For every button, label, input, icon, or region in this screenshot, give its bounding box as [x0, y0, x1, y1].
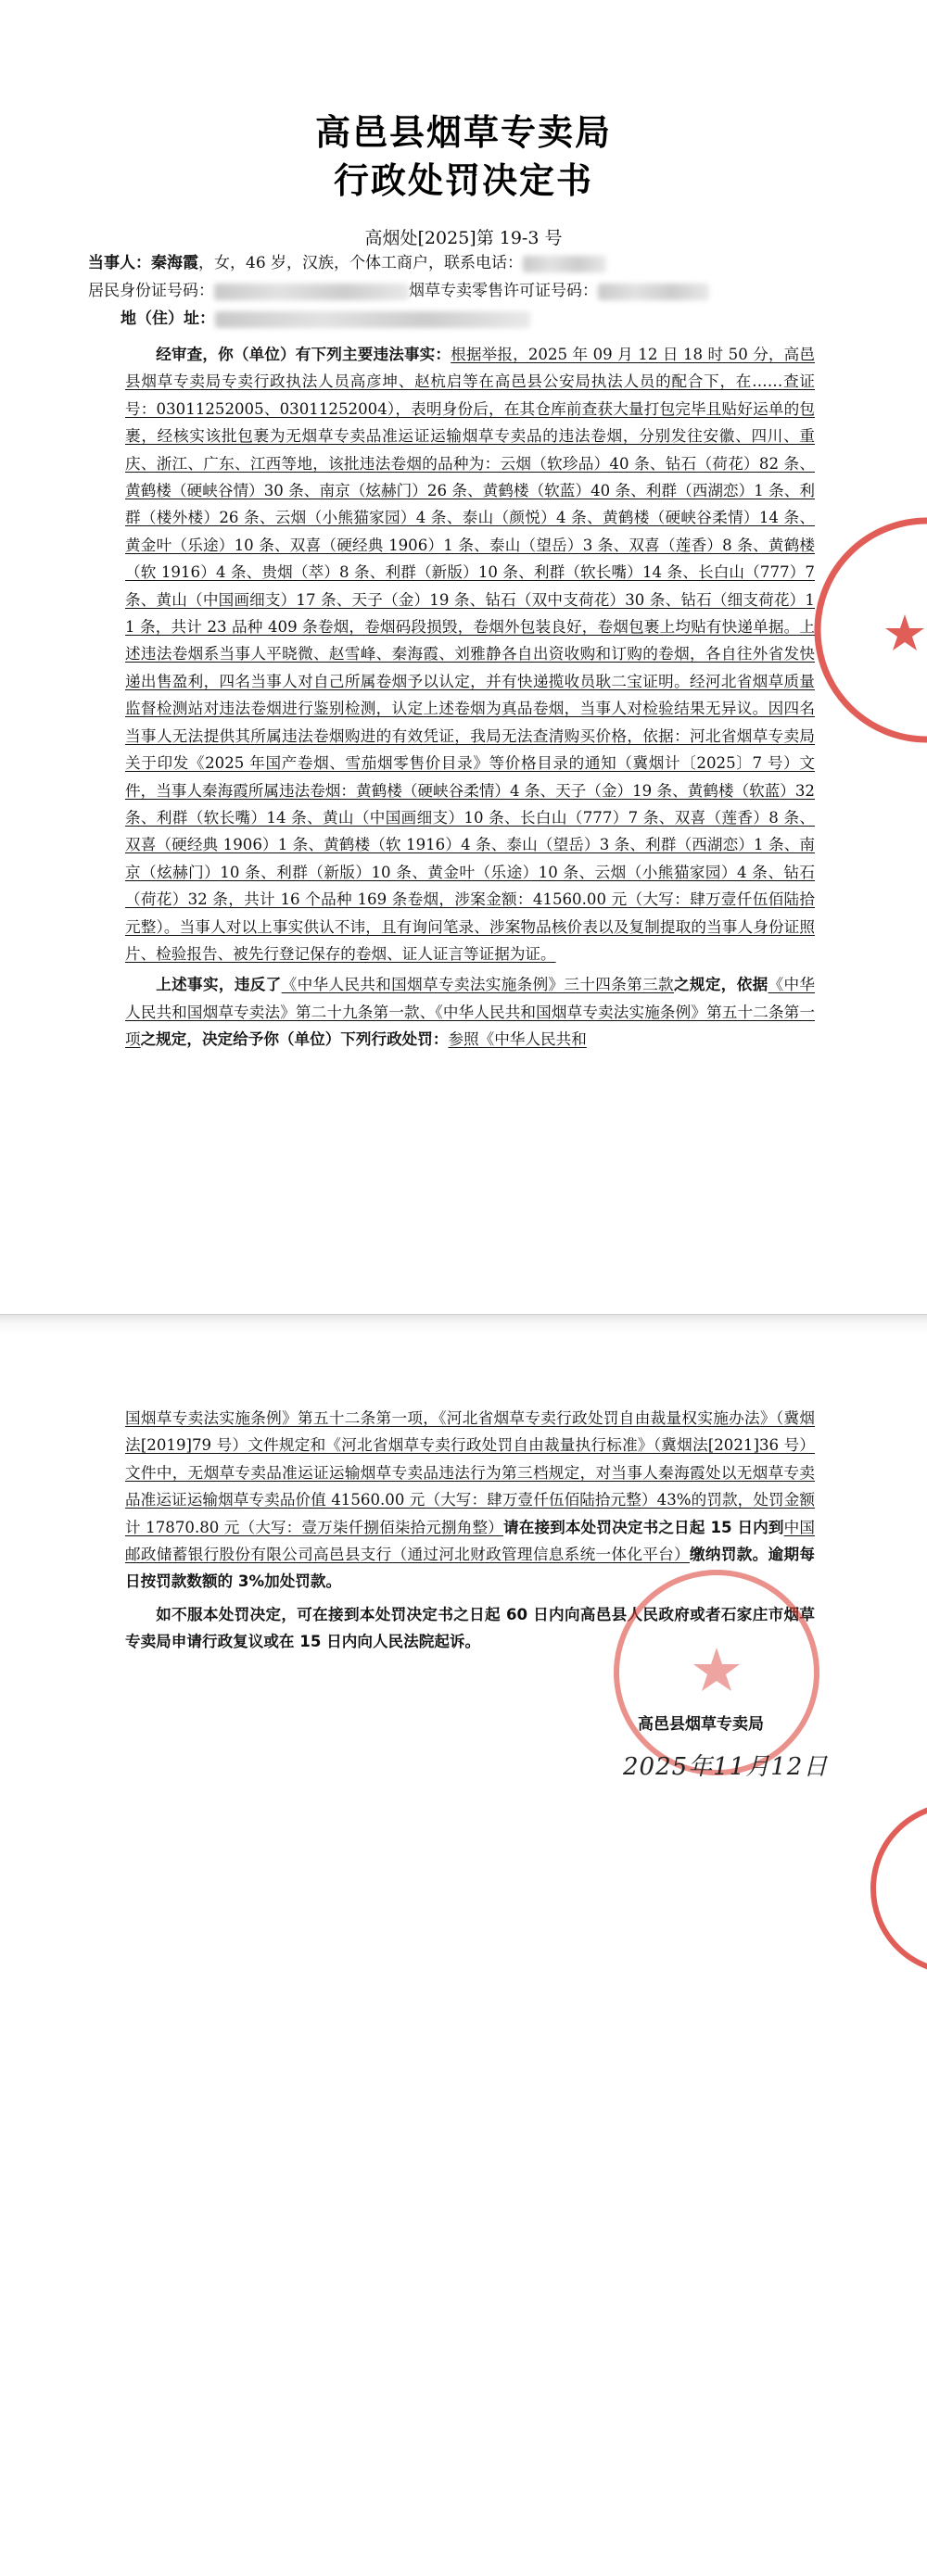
violation-paragraph — [125, 971, 815, 1053]
document-title-org: 高邑县烟草专卖局 — [314, 112, 612, 153]
document-title-type: 行政处罚决定书 — [333, 160, 593, 201]
party-id-line — [88, 278, 709, 304]
party-name-label: 当事人： — [88, 254, 151, 272]
penalty-text-part2: 国烟草专卖法实施条例》第五十二条第一项，《河北省烟草专卖行政处罚自由裁量权实施办法》（冀烟法[2019]79 号）文件规定和《河北省烟草专卖行政处罚自由裁量执行标准》（冀烟法[2021]36 号）文件中，无烟草专卖品准运证运输烟草专卖品违法行为第三档规定，对当事人秦海霞处以无烟草专卖品准运证运输烟草专卖品价值 41560.00 元（大写：肆万壹仟伍佰陆拾元整）43%的罚款，处罚金额计 17870.80 元（大写：壹万柒仟捌佰柒拾元捌角整） — [125, 1409, 815, 1536]
official-seal-partial-1 — [808, 514, 927, 746]
violated-law: 《中华人民共和国烟草专卖法实施条例》三十四条第三款 — [281, 976, 674, 994]
license-label: 烟草专卖零售许可证号码： — [409, 282, 598, 300]
party-address-line — [121, 306, 530, 332]
facts-section — [125, 341, 815, 1054]
appeal-text: 如不服本处罚决定，可在接到本处罚决定书之日起 60 日内向高邑县人民政府或者石家庄市烟草专卖局申请行政复议或在 15 日内向人民法院起诉。 — [125, 1605, 815, 1651]
document-number: 高烟处[2025]第 19-3 号 — [364, 228, 563, 248]
issuing-authority: 高邑县烟草专卖局 — [638, 1715, 764, 1734]
official-seal-partial-2 — [868, 1796, 927, 1981]
signature-date: 2025年11月12日 — [623, 1753, 829, 1781]
facts-text: 根据举报，2025 年 09 月 12 日 18 时 50 分，高邑县烟草专卖局专卖行政执法人员高彦坤、赵杭启等在高邑县公安局执法人员的配合下，在……查证号：03011252005、03011252004），表明身份后，在其仓库前查获大量打包完毕且贴好运单的包裹，经核实该批包裹为无烟草专卖品准运证运输烟草专卖品的违法卷烟，分别发往安徽、四川、重庆、浙江、广东、江西等地，该批违法卷烟的品种为：云烟（软珍品）40 条、钻石（荷花）82 条、黄鹤楼（硬峡谷情）30 条、南京（炫赫门）26 条、黄鹤楼（软蓝）40 条、利群（西湖恋）1 条、利群（楼外楼）26 条、云烟（小熊猫家园）4 条、泰山（颜悦）4 条、黄鹤楼（硬峡谷柔情）14 条、黄金叶（乐途）10 条、双喜（硬经典 1906）1 条、泰山（望岳）3 条、双喜（莲香）8 条、黄鹤楼（软 1916）4 条、贵烟（萃）8 条、利群（新版）10 条、利群（软长嘴）14 条、长白山（777）7 条、黄山（中国画细支）17 条、天子（金）19 条、钻石（双中支荷花）30 条、钻石（细支荷花）11 条，共计 23 品种 409 条卷烟，卷烟码段损毁，卷烟外包装良好，卷烟包裹上均贴有快递单据。上述违法卷烟系当事人平晓微、赵雪峰、秦海霞、刘雅静各自出资收购和订购的卷烟，各自往外省发快递出售盈利，四名当事人对自己所属卷烟予以认定，并有快递揽收员耿二宝证明。经河北省烟草质量监督检测站对违法卷烟进行鉴别检测，认定上述卷烟为真品卷烟，当事人对检验结果无异议。因四名当事人无法提供其所属违法卷烟购进的有效凭证，我局无法查清购买价格，依据：河北省烟草专卖局关于印发《2025 年国产卷烟、雪茄烟零售价目录》等价格目录的通知（冀烟计〔2025〕7 号）文件，当事人秦海霞所属违法卷烟：黄鹤楼（硬峡谷柔情）4 条、天子（金）19 条、黄鹤楼（软蓝）32 条、利群（软长嘴）14 条、黄山（中国画细支）10 条、长白山（777）7 条、双喜（莲香）8 条、双喜（硬经典 1906）1 条、黄鹤楼（软 1916）4 条、泰山（望岳）3 条、利群（西湖恋）1 条、南京（炫赫门）10 条、利群（新版）10 条、黄金叶（乐途）10 条、云烟（小熊猫家园）4 条、钻石（荷花）32 条，共计 16 个品种 169 条卷烟，涉案金额：41560.00 元（大写：肆万壹仟伍佰陆拾元整）。当事人对以上事实供认不讳，且有询问笔录、涉案物品核价表以及复制提取的当事人身份证照片、检验报告、被先行登记保存的卷烟、证人证言等证据为证。 — [125, 346, 815, 963]
redacted-phone — [523, 256, 606, 272]
facts-lead: 经审查，你（单位）有下列主要违法事实： — [156, 346, 451, 363]
redacted-id — [214, 284, 409, 300]
party-name-line — [88, 250, 606, 276]
payment-tail: 缴纳罚款。逾期每日按罚款数额的 3%加处罚款。 — [125, 1546, 816, 1591]
page-break — [0, 1314, 927, 1335]
violation-lead: 上述事实，违反了 — [156, 976, 282, 994]
violation-mid1: 之规定，依据 — [673, 976, 768, 994]
payment-lead: 请在接到本处罚决定书之日起 15 日内到 — [502, 1518, 784, 1536]
violation-mid2: 之规定，决定给予你（单位）下列行政处罚： — [140, 1030, 449, 1049]
party-details: ，女，46 岁，汉族，个体工商户，联系电话： — [198, 254, 524, 272]
document-page-2 — [0, 1334, 927, 2576]
party-name-value: 秦海霞 — [151, 254, 198, 272]
payment-bank: 中国邮政储蓄银行股份有限公司高邑县支行（通过河北财政管理信息系统一体化平台） — [125, 1518, 815, 1564]
penalty-text-part1: 参照《中华人民共和 — [448, 1030, 587, 1049]
facts-paragraph — [125, 341, 815, 967]
basis-law: 《中华人民共和国烟草专卖法》第二十九条第一款、《中华人民共和国烟草专卖法实施条例》第五十二条第一项 — [125, 976, 816, 1049]
id-label: 居民身份证号码： — [88, 282, 214, 300]
redacted-address — [215, 311, 530, 328]
address-label: 地（住）址： — [121, 309, 215, 328]
redacted-license — [598, 284, 709, 300]
